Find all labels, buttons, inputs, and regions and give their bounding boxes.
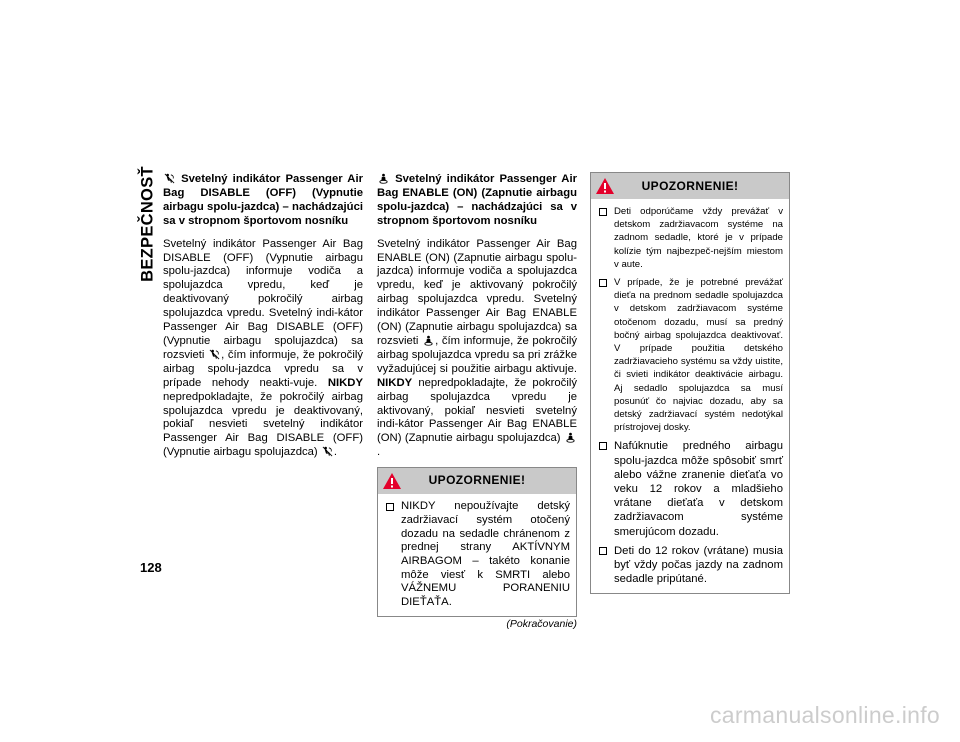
col1-heading: Svetelný indikátor Passenger Air Bag DISABLE (OFF) (Vypnutie airbagu spolu-jazdca) – nachádzajúci sa v stropnom športovom nosníku — [163, 173, 363, 227]
col1-bold-never: NIKDY — [327, 376, 363, 389]
col1-paragraph — [163, 238, 363, 461]
warning-box-col3 — [590, 172, 790, 594]
col1-text-b: , čím informuje, že pokročilý airbag spolu-jazdca vpredu sa v prípade nehody neakti-vuje. — [163, 348, 363, 389]
page-number: 128 — [140, 560, 162, 575]
col1-text-end: . — [333, 446, 337, 459]
warning-item — [597, 544, 783, 587]
warning-item-text: V prípade, že je potrebné prevážať dieťa na prednom sedadle spolujazdca v detskom zadržiavacom systéme otočenom dozadu, musí sa predný bočný airbag spolujazdca deaktivovať. V prípade použitia detského zadržiavacieho systému sa vždy uistite, či svieti indikátor deaktivácie airbagu. Aj sedadlo spolujazdca sa musí posunúť čo najviac dozadu, aby sa detský zadržiavací systém nedotýkal prístrojovej dosky. — [614, 277, 783, 434]
warning-box-col2 — [377, 467, 577, 617]
warning-triangle-icon — [595, 177, 615, 195]
col2-heading: Svetelný indikátor Passenger Air Bag ENABLE (ON) (Zapnutie airbagu spolu-jazdca) – nachádzajúci sa v stropnom športovom nosníku — [377, 173, 577, 227]
column-2 — [377, 173, 577, 632]
col2-text-b: , čím informuje, že pokročilý airbag spolujazdca vpredu sa pri zrážke vyžadujúcej si použitie airbagu aktivuje. — [377, 334, 577, 375]
square-bullet-icon — [599, 279, 607, 287]
col2-text-end: . — [377, 446, 381, 459]
square-bullet-icon — [386, 503, 394, 511]
square-bullet-icon — [599, 208, 607, 216]
square-bullet-icon — [599, 442, 607, 450]
column-3 — [590, 172, 790, 594]
warning-triangle-icon — [382, 472, 402, 490]
col2-paragraph — [377, 238, 577, 461]
section-side-label — [137, 162, 159, 286]
warning-item-text: NIKDY nepoužívajte detský zadržiavací systém otočený dozadu na sedadle chránenom z prednej strany AKTÍVNYM AIRBAGOM – takéto konanie môže viesť k SMRTI alebo VÁŽNEMU PORANENIU DIEŤAŤA. — [401, 500, 570, 609]
airbag-off-icon — [164, 173, 175, 184]
section-label: BEZPEČNOSŤ — [138, 166, 157, 282]
airbag-off-icon — [322, 446, 333, 457]
airbag-on-icon — [423, 335, 434, 346]
warning-item — [597, 276, 783, 434]
airbag-on-icon — [378, 173, 389, 184]
airbag-on-icon — [565, 432, 576, 443]
col2-text-a: Svetelný indikátor Passenger Air Bag ENABLE (ON) (Zapnutie airbagu spolu-jazdca) informuje vodiča a spolujazdca vpredu, keď je aktivovaný pokročilý airbag spolujazdca vpredu. Svetelný indikátor Passenger Air Bag ENABLE (ON) (Zapnutie airbagu spolujazdca) sa rozsvieti — [377, 237, 577, 347]
warning-item-text: Nafúknutie predného airbagu spolu-jazdca môže spôsobiť smrť alebo vážne zranenie dieťaťa vo veku 12 rokov a mladšieho vrátane dieťaťa v detskom zadržiavacom systéme smerujúcom dozadu. — [614, 440, 783, 538]
column-1 — [163, 173, 363, 460]
warning-header — [378, 468, 576, 494]
col2-text-c: nepredpokladajte, že pokročilý airbag spolujazdca vpredu je aktivovaný, pokiaľ nesvieti svetelný indi-kátor Passenger Air Bag ENABLE (ON) (Zapnutie airbagu spolujazdca) — [377, 376, 577, 445]
warning-list — [378, 494, 576, 616]
warning-item-text: Deti do 12 rokov (vrátane) musia byť vždy počas jazdy na zadnom sedadle pripútané. — [614, 544, 783, 586]
warning-title: UPOZORNENIE! — [641, 179, 739, 193]
continued-note: (Pokračovanie) — [506, 617, 577, 630]
col2-heading-block — [377, 173, 577, 229]
square-bullet-icon — [599, 547, 607, 555]
warning-header — [591, 173, 789, 199]
warning-item — [384, 500, 570, 610]
warning-title: UPOZORNENIE! — [428, 473, 526, 488]
col1-text-a: Svetelný indikátor Passenger Air Bag DISABLE (OFF) (Vypnutie airbagu spolu-jazdca) informuje vodiča a spolujazdca vpredu, keď je deaktivovaný pokročilý airbag spolujazdca vpredu. Svetelný indi-kátor Passenger Air Bag DISABLE (OFF) (Vypnutie airbagu spolujazdca) sa rozsvieti — [163, 237, 363, 361]
col1-text-c: nepredpokladajte, že pokročilý airbag spolujazdca vpredu je deaktivovaný, pokiaľ nesvieti svetelný indikátor Passenger Air Bag DISABLE (OFF) (Vypnutie airbagu spolujazdca) — [163, 390, 363, 459]
col1-heading-block — [163, 173, 363, 229]
warning-list — [591, 199, 789, 593]
airbag-off-icon — [209, 349, 220, 360]
col2-bold-never: NIKDY — [377, 376, 413, 389]
warning-item — [597, 205, 783, 271]
warning-item-text: Deti odporúčame vždy prevážať v detskom zadržiavacom systéme na zadnom sedadle, ktoré je v prípade kolízie tým najbezpeč-nejším miestom v aute. — [614, 206, 783, 270]
watermark: carmanualsonline.info — [709, 702, 940, 728]
warning-item — [597, 439, 783, 538]
